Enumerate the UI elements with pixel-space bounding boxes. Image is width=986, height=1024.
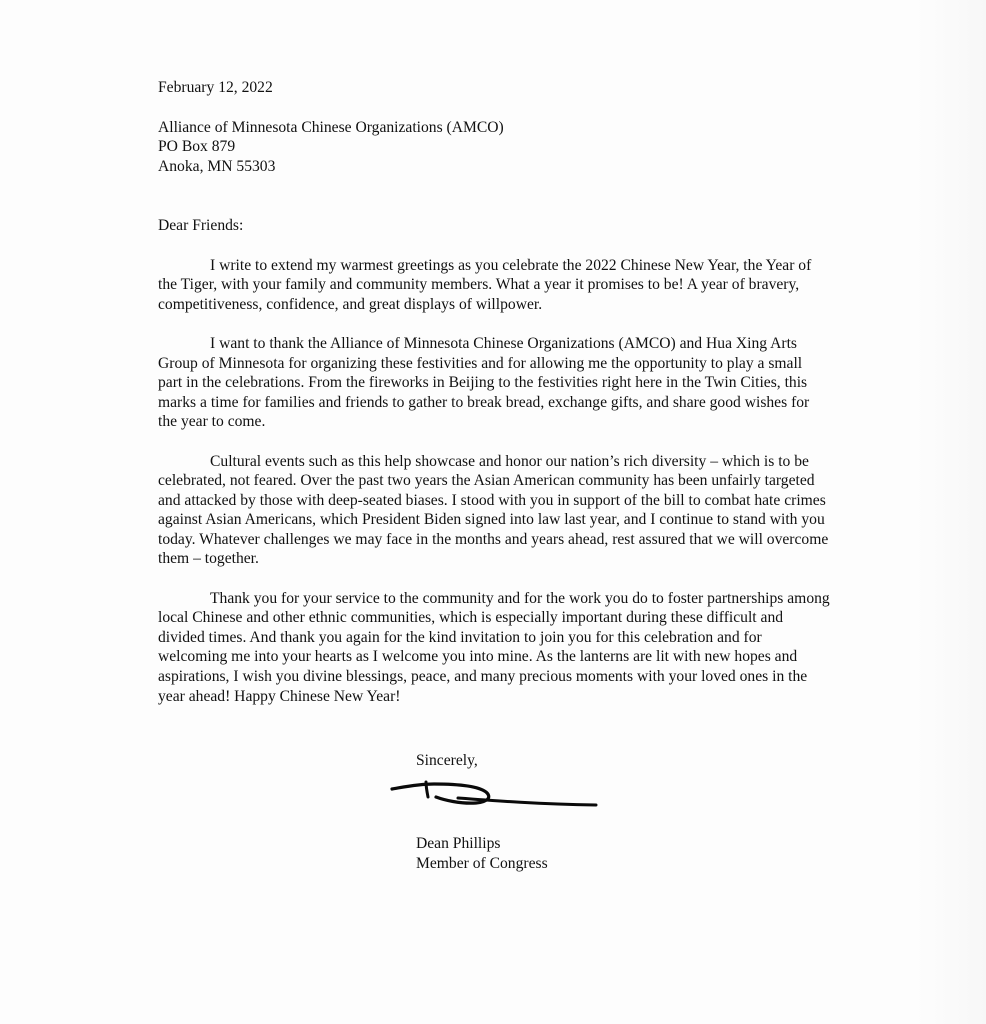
paragraph-diversity: Cultural events such as this help showcase and honor our nation’s rich diversity – which is to be celebrated, not feared. Over the past two years the Asian American community has been unfairly targeted and attacked by those with deep-seated biases. I stood with you in support of the bill to combat hate crimes against Asian Americans, which President Biden signed into law last year, and I continue to stand with you today. Whatever challenges we may face in the months and years ahead, rest assured that we will overcome them – together. xyxy=(158,452,829,568)
recipient-city-state-zip: Anoka, MN 55303 xyxy=(158,157,276,175)
closing: Sincerely, xyxy=(416,752,478,769)
recipient-street: PO Box 879 xyxy=(158,138,236,156)
salutation: Dear Friends: xyxy=(158,217,244,235)
handwritten-signature xyxy=(388,770,600,810)
paragraph-greetings: I write to extend my warmest greetings as you celebrate the 2022 Chinese New Year, the Year of the Tiger, with your family and community members. What a year it promises to be! A year of bravery, competitiveness, confidence, and great displays of willpower. xyxy=(158,256,812,313)
signer-title: Member of Congress xyxy=(416,854,548,872)
signer-name: Dean Phillips xyxy=(416,835,501,852)
paragraph-closing-wishes: Thank you for your service to the community and for the work you do to foster partnerships among local Chinese and other ethnic communities, which is especially important during these difficult and divided times. And thank you again for the kind invitation to join you for this celebration and for welcoming me into your hearts as I welcome you into mine. As the lanterns are lit with new hopes and aspirations, I wish you divine blessings, peace, and many precious moments with your loved ones in the year ahead! Happy Chinese New Year! xyxy=(158,589,830,705)
letter-date: February 12, 2022 xyxy=(158,79,273,96)
recipient-address xyxy=(158,118,830,177)
recipient-organization: Alliance of Minnesota Chinese Organizations (AMCO) xyxy=(158,118,504,136)
signer-block xyxy=(416,834,548,873)
letter-body xyxy=(158,78,830,706)
paragraph-thanks: I want to thank the Alliance of Minnesota Chinese Organizations (AMCO) and Hua Xing Arts Group of Minnesota for organizing these festivities and for allowing me the opportunity to play a small part in the celebrations. From the fireworks in Beijing to the festivities right here in the Twin Cities, this marks a time for families and friends to gather to break bread, exchange gifts, and share good wishes for the year to come. xyxy=(158,334,810,431)
